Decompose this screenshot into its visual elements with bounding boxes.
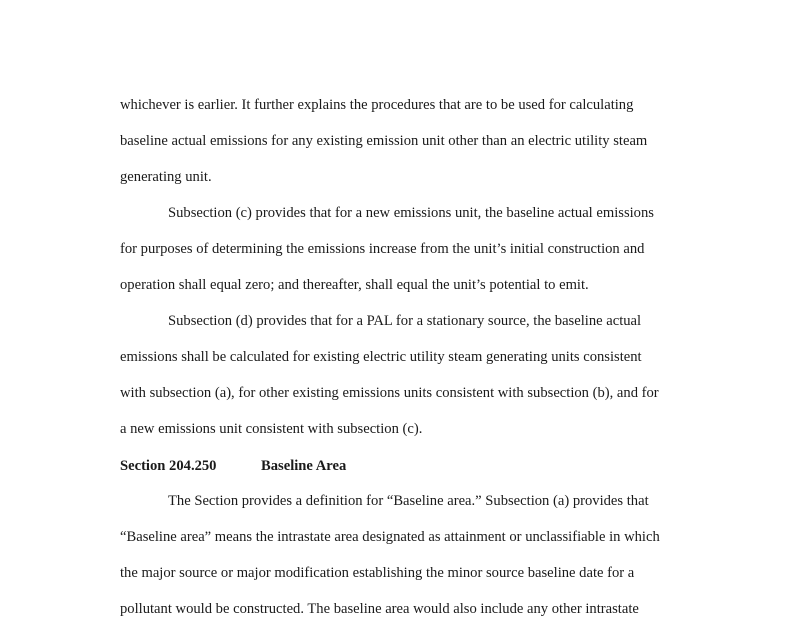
- paragraph-line: for purposes of determining the emissions increase from the unit’s initial construction and: [120, 241, 645, 257]
- paragraph-line: generating unit.: [120, 169, 212, 185]
- paragraph-line: whichever is earlier. It further explains the procedures that are to be used for calculating: [120, 97, 634, 113]
- paragraph-line: Subsection (c) provides that for a new emissions unit, the baseline actual emissions: [168, 205, 654, 221]
- paragraph-line: “Baseline area” means the intrastate area designated as attainment or unclassifiable in which: [120, 529, 660, 545]
- paragraph-line: the major source or major modification establishing the minor source baseline date for a: [120, 565, 635, 581]
- paragraph-line: The Section provides a definition for “Baseline area.” Subsection (a) provides that: [168, 493, 649, 509]
- paragraph-line: emissions shall be calculated for existing electric utility steam generating units consistent: [120, 349, 642, 365]
- paragraph-line: pollutant would be constructed. The baseline area would also include any other intrastate: [120, 601, 639, 617]
- paragraph-line: baseline actual emissions for any existing emission unit other than an electric utility steam: [120, 133, 648, 149]
- paragraph-line: operation shall equal zero; and thereafter, shall equal the unit’s potential to emit.: [120, 277, 589, 293]
- section-title: Baseline Area: [261, 458, 347, 474]
- paragraph-line: Subsection (d) provides that for a PAL for a stationary source, the baseline actual: [168, 313, 642, 329]
- paragraph-line: with subsection (a), for other existing emissions units consistent with subsection (b), and for: [120, 385, 659, 401]
- section-number: Section 204.250: [120, 458, 217, 474]
- paragraph-line: a new emissions unit consistent with subsection (c).: [120, 421, 423, 437]
